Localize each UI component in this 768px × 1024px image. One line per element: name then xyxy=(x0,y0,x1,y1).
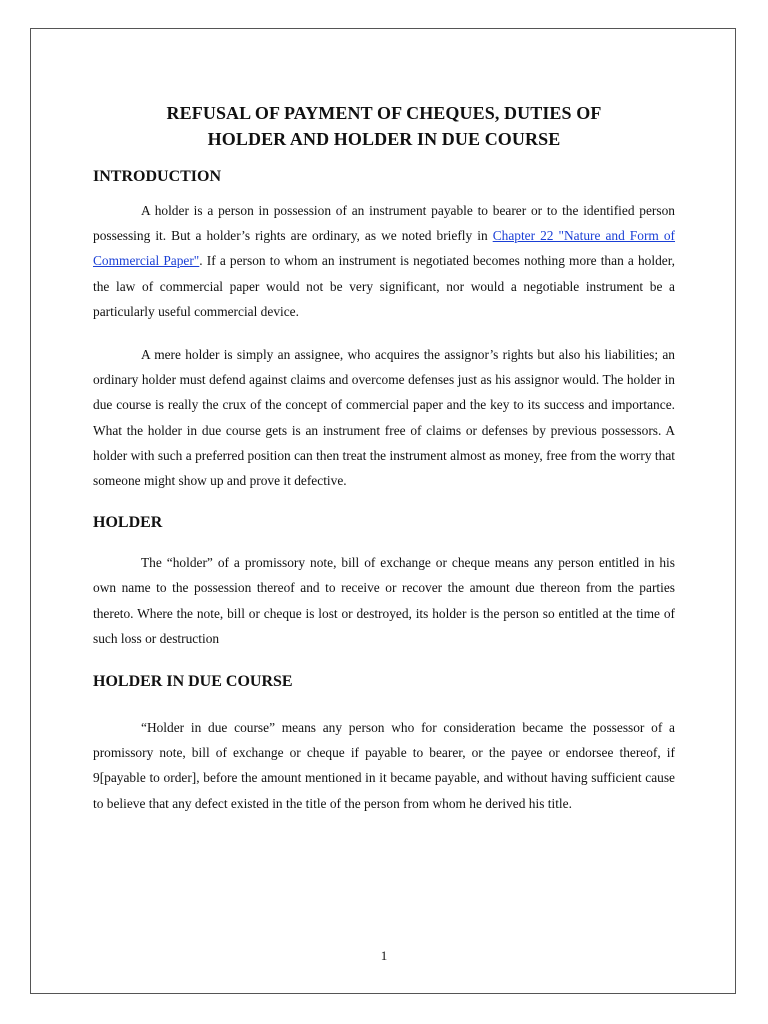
section-introduction xyxy=(93,166,675,493)
introduction-paragraph-2: A mere holder is simply an assignee, who acquires the assignor’s rights but also his liabilities; an ordinary holder must defend against claims and overcome defenses just as his assignor would. The holder in due course is really the crux of the concept of commercial paper and the key to its success and importance. What the holder in due course gets is an instrument free of claims or defenses by previous possessors. A holder with such a preferred position can then treat the instrument almost as money, free from the worry that someone might show up and prove it defective. xyxy=(93,347,675,489)
introduction-p1-text-after: . If a person to whom an instrument is negotiated becomes nothing more than a holder, the law of commercial paper would not be very significant, nor would a negotiable instrument be a particularly useful commercial device. xyxy=(93,253,675,319)
introduction-p1-text-before: A holder is a person in possession of an instrument payable to bearer or to the identified person possessing it. But a holder’s rights are ordinary, as we noted briefly in xyxy=(93,203,675,244)
heading-holder-in-due-course: HOLDER IN DUE COURSE xyxy=(93,673,293,691)
holder-in-due-course-paragraph: “Holder in due course” means any person who for consideration became the possessor of a promissory note, bill of exchange or cheque if payable to bearer, or the payee or endorsee thereof, if 9[payable to order], before the amount mentioned in it became payable, and without having sufficient cause to believe that any defect existed in the title of the person from whom he derived his title. xyxy=(93,720,675,811)
title-line-2: HOLDER AND HOLDER IN DUE COURSE xyxy=(207,129,561,149)
heading-introduction: INTRODUCTION xyxy=(93,168,222,185)
section-holder xyxy=(93,512,675,651)
page-number: 1 xyxy=(380,948,388,963)
section-holder-in-due-course xyxy=(93,671,675,816)
heading-holder: HOLDER xyxy=(93,514,163,532)
chapter-22-link[interactable]: Chapter 22 "Nature and Form of Commercial Paper" xyxy=(93,228,676,269)
document-title xyxy=(93,100,675,152)
introduction-paragraph-1 xyxy=(93,198,675,324)
title-line-1: REFUSAL OF PAYMENT OF CHEQUES, DUTIES OF xyxy=(166,103,602,123)
document-body xyxy=(93,100,675,816)
holder-paragraph: The “holder” of a promissory note, bill of exchange or cheque means any person entitled in his own name to the possession thereof and to receive or recover the amount due thereon from the parties thereto. Where the note, bill or cheque is lost or destroyed, its holder is the person so entitled at the time of such loss or destruction xyxy=(93,555,675,646)
